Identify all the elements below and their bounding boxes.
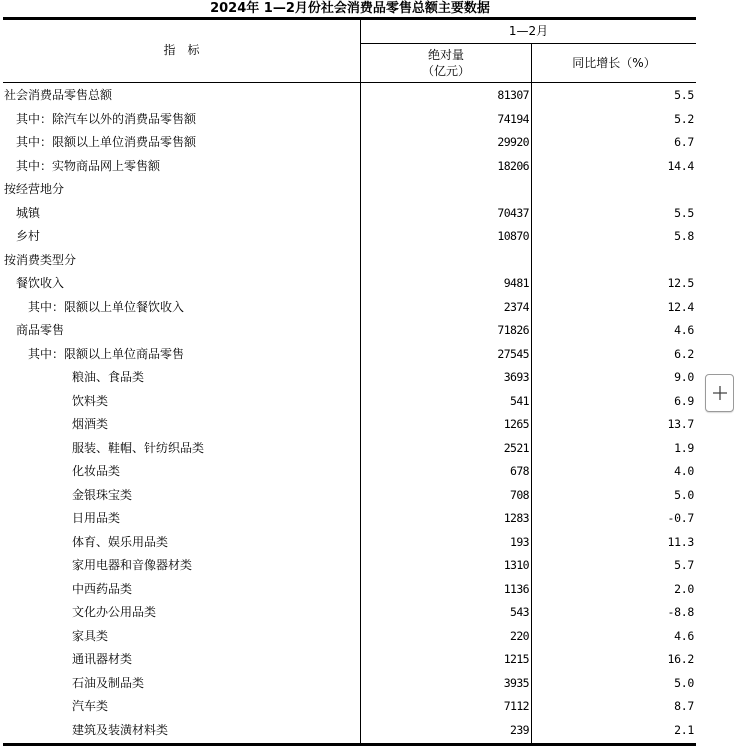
row-label: 乡村 [16,229,41,243]
row-yoy-growth: 1.9 [674,440,694,455]
table-row [0,601,696,625]
table-row [0,437,696,461]
row-label: 石油及制品类 [72,675,145,690]
row-absolute-value: 2374 [503,299,529,314]
header-absolute-line2: （亿元） [421,64,470,78]
row-absolute-value: 541 [510,393,529,408]
table-row [0,131,696,155]
table-row [0,648,696,672]
table-row [0,108,696,132]
table-row [0,531,696,555]
row-absolute-value: 220 [510,628,529,643]
row-label: 按消费类型分 [4,252,77,267]
table-row [0,225,696,249]
table-row [0,366,696,390]
row-yoy-growth: 14.4 [667,158,694,173]
row-yoy-growth: 12.4 [667,299,694,314]
row-absolute-value: 3935 [503,675,529,690]
table-row [0,249,696,273]
row-label: 其中：实物商品网上零售额 [16,158,161,173]
row-yoy-growth: 8.7 [674,699,694,713]
row-absolute-value: 543 [510,605,529,619]
row-yoy-growth: 5.5 [674,205,694,220]
table-row [0,578,696,602]
table-row [0,202,696,226]
row-yoy-growth: 5.0 [674,675,694,690]
row-label: 其中：限额以上单位商品零售 [28,346,185,361]
row-label: 家用电器和音像器材类 [72,558,193,572]
row-absolute-value: 18206 [497,158,529,173]
row-absolute-value: 239 [510,722,529,737]
row-yoy-growth: 5.7 [674,558,694,572]
row-absolute-value: 70437 [497,205,529,220]
row-absolute-value: 708 [510,487,529,502]
row-yoy-growth: 13.7 [667,417,694,431]
row-yoy-growth: 5.5 [674,88,694,102]
row-label: 社会消费品零售总额 [4,88,113,102]
row-label: 日用品类 [72,511,121,525]
row-yoy-growth: 11.3 [667,534,694,549]
table-row [0,272,696,296]
header-period: 1—2月 [508,24,549,38]
table-row [0,296,696,320]
row-label: 城镇 [16,205,41,220]
row-yoy-growth: -0.7 [667,511,694,525]
row-label: 汽车类 [72,699,109,713]
table-row [0,460,696,484]
table-row [0,554,696,578]
row-absolute-value: 678 [510,464,529,478]
row-yoy-growth: 16.2 [667,652,694,666]
row-yoy-growth: 6.2 [674,346,694,361]
row-label: 商品零售 [16,323,65,337]
row-yoy-growth: 2.0 [674,581,694,596]
table-row [0,507,696,531]
table-row [0,319,696,343]
row-absolute-value: 10870 [497,229,529,243]
table-row [0,484,696,508]
row-label: 通讯器材类 [72,652,133,666]
row-label: 粮油、食品类 [72,370,145,384]
header-absolute-line1: 绝对量 [427,48,464,62]
table-row [0,178,696,202]
row-absolute-value: 1310 [503,558,529,572]
row-label: 烟酒类 [72,417,109,431]
row-yoy-growth: 5.8 [674,229,694,243]
table-row [0,390,696,414]
row-absolute-value: 74194 [497,111,529,126]
row-label: 按经营地分 [4,182,65,196]
row-absolute-value: 2521 [503,440,529,455]
row-label: 文化办公用品类 [72,605,157,619]
row-yoy-growth: 4.0 [674,464,694,478]
row-absolute-value: 1215 [503,652,529,666]
header-indicator: 指 标 [163,43,200,57]
plus-icon [712,385,728,401]
row-absolute-value: 71826 [497,323,529,337]
row-label: 其中：限额以上单位餐饮收入 [28,299,185,314]
bottom-rule [3,743,696,746]
row-absolute-value: 29920 [497,135,529,149]
row-absolute-value: 1265 [503,417,529,431]
row-label: 家具类 [72,628,109,643]
row-yoy-growth: 4.6 [674,323,694,337]
top-rule [3,17,696,20]
row-label: 其中：除汽车以外的消费品零售额 [16,111,197,126]
row-absolute-value: 1283 [503,511,529,525]
table-title: 2024年 1—2月份社会消费品零售总额主要数据 [210,1,490,16]
row-absolute-value: 7112 [503,699,529,713]
row-absolute-value: 1136 [503,581,529,596]
table-row [0,413,696,437]
row-yoy-growth: 6.7 [674,135,694,149]
row-label: 餐饮收入 [16,276,65,290]
row-absolute-value: 9481 [503,276,529,290]
header-bottom-rule [3,82,696,83]
header-yoy-growth: 同比增长（%） [572,56,656,70]
row-absolute-value: 3693 [503,370,529,384]
row-yoy-growth: 5.2 [674,111,694,126]
row-yoy-growth: 9.0 [674,370,694,384]
table-row [0,343,696,367]
table-row [0,155,696,179]
row-label: 建筑及装潢材料类 [72,722,169,737]
row-yoy-growth: 5.0 [674,487,694,502]
row-absolute-value: 193 [510,534,529,549]
row-label: 饮料类 [72,393,109,408]
row-label: 中西药品类 [72,581,133,596]
table-row [0,719,696,743]
row-absolute-value: 81307 [497,88,529,102]
row-label: 化妆品类 [72,464,121,478]
row-yoy-growth: 12.5 [667,276,694,290]
row-yoy-growth: -8.8 [667,605,694,619]
row-absolute-value: 27545 [497,346,529,361]
period-header-divider [360,43,696,44]
row-yoy-growth: 6.9 [674,393,694,408]
row-label: 服装、鞋帽、针纺织品类 [72,440,205,455]
row-label: 体育、娱乐用品类 [72,534,169,549]
row-yoy-growth: 2.1 [674,722,694,737]
table-row [0,625,696,649]
row-label: 金银珠宝类 [72,487,133,502]
row-label: 其中：限额以上单位消费品零售额 [16,135,197,149]
table-row [0,84,696,108]
table-row [0,695,696,719]
zoom-in-button[interactable] [705,374,734,412]
table-row [0,672,696,696]
row-yoy-growth: 4.6 [674,628,694,643]
